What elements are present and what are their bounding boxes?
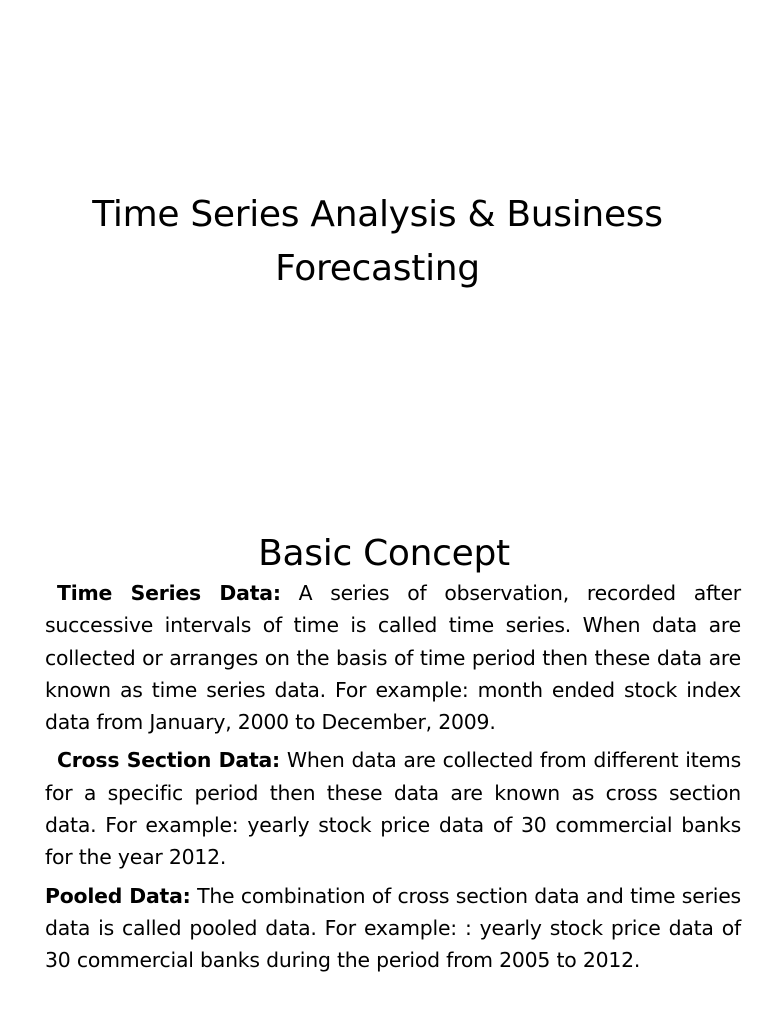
definition-pooled bbox=[45, 880, 741, 977]
term-cross-section: Cross Section Data: bbox=[57, 748, 281, 773]
presentation-title bbox=[40, 188, 715, 296]
definition-text: When data are collected from different items for a specific period then these data are known as cross section data. For example: yearly stock price data of 30 commercial banks for the year 2012. bbox=[45, 748, 741, 870]
definition-text: A series of observation, recorded after successive intervals of time is called time series. When data are collected or arranges on the basis of time period then these data are known as time series data. For example: month ended stock index data from January, 2000 to December, 2009. bbox=[45, 581, 741, 735]
term-time-series: Time Series Data: bbox=[57, 581, 281, 605]
title-line-1: Time Series Analysis & Business bbox=[92, 194, 663, 235]
definition-cross-section bbox=[45, 744, 741, 873]
title-line-2: Forecasting bbox=[275, 248, 480, 289]
definitions-body bbox=[45, 577, 741, 983]
definition-text: The combination of cross section data and time series data is called pooled data. For example: : yearly stock price data of 30 commercial banks during the period from 2005 to 2012. bbox=[45, 883, 741, 973]
term-pooled: Pooled Data: bbox=[45, 883, 191, 908]
section-heading: Basic Concept bbox=[258, 533, 510, 574]
definition-time-series bbox=[45, 577, 741, 738]
content-slide bbox=[0, 512, 768, 1024]
